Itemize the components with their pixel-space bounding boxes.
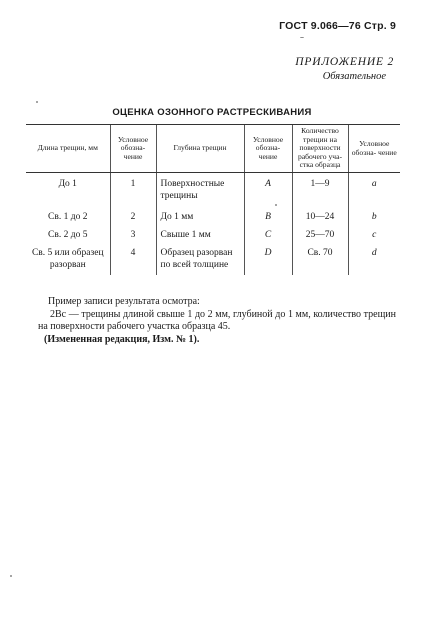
header-crack-depth: Глубина трещин [156,125,244,173]
cell-count-code: c [348,229,400,247]
cell-length: До 1 [58,179,77,189]
cell-depth: Свыше 1 мм [156,229,244,247]
cell-count: 1—9 [292,173,348,212]
cell-depth: Поверхностные трещины [156,173,244,212]
scan-speck [275,204,277,206]
cell-length-code: 4 [110,247,156,275]
cell-length: Св. 2 до 5 [48,230,88,240]
header-length-code: Условное обозна- чение [110,125,156,173]
cell-depth-code: C [244,229,292,247]
cell-depth: Образец разорван по всей толщине [156,247,244,275]
header-crack-count: Количество трещин на поверхности рабочего уча- стка образца [292,125,348,173]
cell-count-code: a [348,173,400,212]
edit-note: (Измененная редакция, Изм. № 1). [44,333,200,345]
header-count-code: Условное обозна- чение [348,125,400,173]
cell-depth-code: B [244,211,292,229]
table-header-row [26,125,400,173]
example-body: 2Bc — трещины длиной свыше 1 до 2 мм, глубиной до 1 мм, количество трещин на поверхности рабочего участка образца 45. [38,308,396,332]
cell-count-code: b [348,211,400,229]
notes-section [38,296,396,346]
appendix-subtitle: Обязательное [322,71,386,82]
document-title: ОЦЕНКА ОЗОННОГО РАСТРЕСКИВАНИЯ [112,107,312,118]
cell-count-code: d [348,247,400,275]
scan-speck [10,575,12,577]
scan-speck [300,37,304,38]
crack-assessment-table [26,124,400,275]
cell-count: Св. 70 [292,247,348,275]
cell-length-code: 2 [110,211,156,229]
cell-length: Св. 5 или образец разорван [31,248,104,270]
cell-depth-code: A [244,173,292,212]
cell-length: Св. 1 до 2 [48,212,88,222]
cell-depth-code: D [244,247,292,275]
page-header-reference: ГОСТ 9.066—76 Стр. 9 [279,20,396,32]
table-row [26,247,400,275]
cell-count: 10—24 [292,211,348,229]
table-row [26,173,400,212]
cell-length-code: 3 [110,229,156,247]
cell-count: 25—70 [292,229,348,247]
example-intro: Пример записи результата осмотра: [48,296,200,307]
cell-depth: До 1 мм [156,211,244,229]
header-crack-length: Длина трещин, мм [26,125,110,173]
scan-speck [36,101,38,103]
cell-length-code: 1 [110,173,156,212]
table-row [26,211,400,229]
appendix-title: ПРИЛОЖЕНИЕ 2 [295,56,394,68]
table-row [26,229,400,247]
header-depth-code: Условное обозна- чение [244,125,292,173]
